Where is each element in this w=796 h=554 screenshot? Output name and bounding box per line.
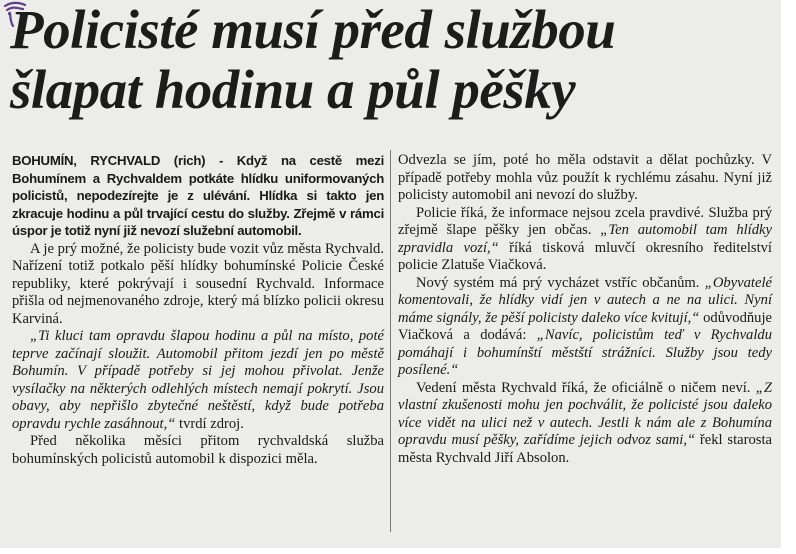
headline-line-1: Policisté musí před službou — [10, 0, 616, 60]
right-quote-3: „Obyvatelé komentovali, že hlídky vidí jen v autech a ne na ulici. Nyní máme signály, že pěší policisty daleko více kvitují,“ — [398, 274, 772, 326]
left-paragraph-1: A je prý možné, že policisty bude vozit vůz města Rychvald. Nařízení totiž potkalo pěší hlídky bohumínské Policie České republiky, které pokrývají i sousední Rychvald. Informace přišla od nejmenovaného zdroje, který má blízko policii okresu Karviná. — [12, 240, 384, 327]
headline-line-2: šlapat hodinu a půl pěšky — [10, 59, 576, 120]
right-paragraph-3 — [398, 275, 772, 380]
headline — [10, 0, 780, 120]
lead-paragraph: BOHUMÍN, RYCHVALD (rich) - Když na cestě mezi Bohumínem a Rychvaldem potkáte hlídku uniformovaných policistů, nepodezírejte je z ulévání. Hlídka si takto jen zkracuje hodinu a půl trvající cestu do služby. Zřejmě v rámci úspor je totiž nyní již nevozí služební automobil. — [12, 153, 384, 238]
column-divider — [390, 150, 391, 532]
right-text-4b: řekl starosta města Rychvald Jiří Absolon. — [398, 432, 772, 466]
left-column — [12, 152, 384, 468]
right-text-4a: Vedení města Rychvald říká, že oficiálně o ničem neví. — [416, 379, 756, 396]
left-paragraph-3: Před několika měsíci přitom rychvaldská služba bohumínských policistů automobil k dispozici měla. — [12, 433, 384, 467]
right-quote-2: „Ten automobil tam hlídky zpravidla vozí,“ — [398, 222, 772, 256]
left-attribution-1: tvrdí zdroj. — [175, 415, 244, 432]
left-quote-1: „Ti kluci tam opravdu šlapou hodinu a půl na místo, poté teprve začínají sloužit. Automobil přitom jezdí jen po městě Bohumín. V případě potřeby si jej mohou přivolat. Jenže vysílačky na některých odlehlých místech nemají pokrytí. Jsou obavy, aby nepřišlo zbytečné neštěstí, když bude potřeba opravdu rychle zasáhnout,“ — [12, 328, 384, 432]
right-column — [398, 152, 772, 467]
right-quote-4: „Navíc, policistům teď v Rychvaldu pomáhají i bohumínští městští strážníci. Služby jsou tedy posílené.“ — [398, 327, 772, 378]
right-paragraph-4 — [398, 380, 772, 468]
right-paragraph-2 — [398, 205, 772, 275]
right-paragraph-1: Odvezla se jím, poté ho měla odstavit a dělat pochůzky. V případě potřeby mohla vůz použít k rychlému zásahu. Nyní již policisty automobil ani nevozí do služby. — [398, 152, 772, 203]
left-paragraph-2 — [12, 328, 384, 433]
right-text-3b: odůvodňuje Viačková a dodává: — [398, 309, 773, 343]
right-quote-5: „Z vlastní zkušenosti mohu jen pochválit, že policisté jsou daleko více vidět na ulici než v autech. Jestli k nám ale z Bohumína opravdu musí pěšky, zařídíme jejich odvoz sami,“ — [398, 379, 772, 448]
right-text-3a: Nový systém má prý vycházet vstříc občanům. — [416, 274, 705, 291]
right-text-2b: říká tisková mluvčí okresního ředitelství policie Zlatuše Viačková. — [398, 239, 772, 273]
right-text-2a: Policie říká, že informace nejsou zcela pravdivé. Služba prý zřejmě šlape pěšky jen občas. — [398, 204, 772, 238]
